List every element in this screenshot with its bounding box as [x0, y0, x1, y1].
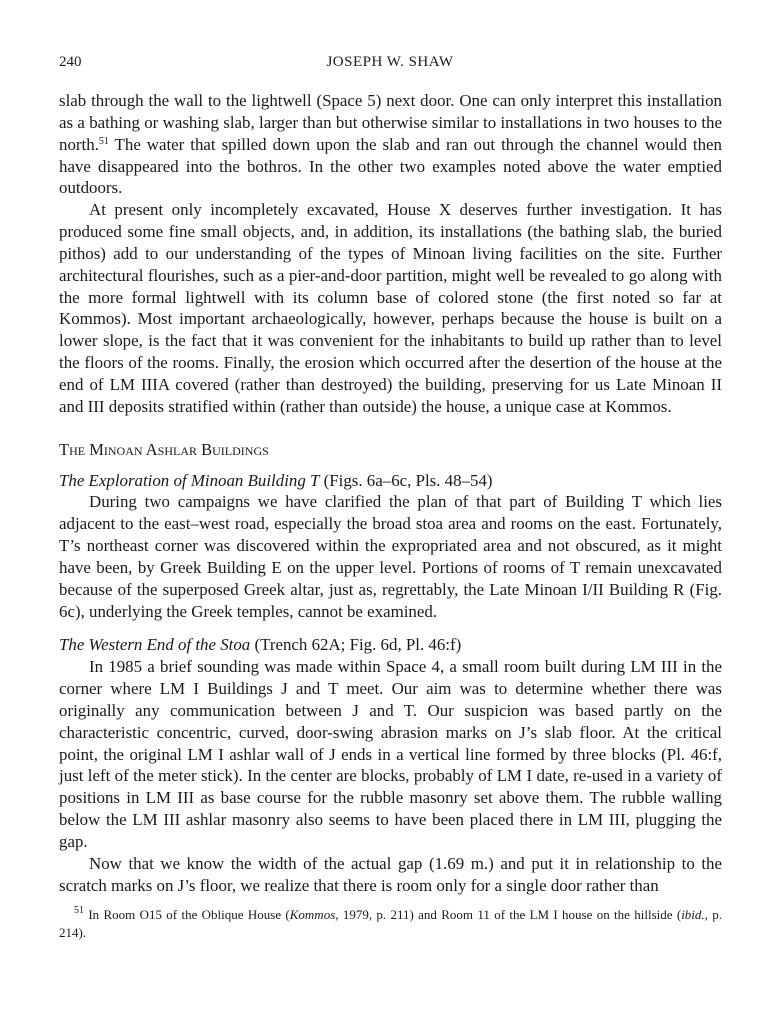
- paragraph-1: [59, 90, 722, 199]
- footnote-ref-51[interactable]: 51: [98, 135, 109, 147]
- paragraph-3: During two campaigns we have clarified the plan of that part of Building T which lies adjacent to the east–west road, especially the broad stoa area and rooms on the east. Fortunately, T’s northeast corner was discovered within the expropriated area and not obscured, as it might have been, by Greek Building E on the upper level. Portions of rooms of T remain unexcavated because of the superposed Greek altar, just as, regrettably, the Late Minoan I/II Building R (Fig. 6c), underlying the Greek temples, cannot be examined.: [59, 492, 722, 621]
- paragraph-1-text-b: The water that spilled down upon the slab and ran out through the channel would then have disappeared into the bothros. In the other two examples noted above the water emptied outdoors.: [59, 134, 722, 198]
- footnote-number: 51: [74, 905, 84, 916]
- subheading-stoa-title: The Western End of the Stoa: [59, 635, 251, 655]
- body-text: [59, 90, 722, 897]
- footnote-text-b: , 1979, p. 211) and Room 11 of the LM I house on the hillside (: [335, 907, 682, 922]
- page-number: 240: [59, 54, 82, 70]
- subheading-stoa-refs: (Trench 62A; Fig. 6d, Pl. 46:f): [250, 635, 462, 655]
- paragraph-4: In 1985 a brief sounding was made within Space 4, a small room built during LM III in the corner where LM I Buildings J and T meet. Our aim was to determine whether there was originally any communication between J and T. Our suspicion was based partly on the characteristic concentric, curved, door-swing abrasion marks on J’s slab floor. At the critical point, the original LM I ashlar wall of J ends in a vertical line formed by three blocks (Pl. 46:f, just left of the meter stick). In the center are blocks, probably of LM I date, re-used in a variety of positions in LM III as base course for the rubble masonry set above them. The rubble walling below the LM III ashlar masonry also seems to have been placed there in LM III, plugging the gap.: [59, 657, 722, 851]
- paragraph-1-text-a: slab through the wall to the lightwell (Space 5) next door. One can only interpret this installation as a bathing or washing slab, larger than but otherwise similar to installations in two houses to the north.: [59, 91, 722, 154]
- footnote-text-a: In Room O15 of the Oblique House (: [84, 907, 290, 922]
- subheading-building-t-title: The Exploration of Minoan Building T: [59, 470, 320, 490]
- footnote-text-c: , p. 214).: [59, 907, 722, 940]
- footnote-italic-kommos: Kommos: [289, 907, 336, 922]
- running-head: JOSEPH W. SHAW: [326, 54, 454, 70]
- footnote-italic-ibid: ibid.: [681, 907, 705, 922]
- paragraph-2: At present only incompletely excavated, House X deserves further investigation. It has produced some fine small objects, and, in addition, its installations (the bathing slab, the buried pithos) add to our understanding of the types of Minoan living facilities on the site. Further architectural flourishes, such as a pier-and-door partition, might well be revealed to go along with the more formal lightwell with its column base of colored stone (the first noted so far at Kommos). Most important archaeologically, however, perhaps because the house is built on a lower slope, is the fact that it was convenient for the inhabitants to build up rather than to level the floors of the rooms. Finally, the erosion which occurred after the desertion of the house at the end of LM IIIA covered (rather than destroyed) the building, preserving for us Late Minoan II and III deposits stratified within (rather than outside) the house, a unique case at Kommos.: [59, 200, 722, 416]
- paragraph-5: Now that we know the width of the actual gap (1.69 m.) and put it in relationship to the scratch marks on J’s floor, we realize that there is room only for a single door rather than: [59, 853, 722, 895]
- subheading-building-t-refs: (Figs. 6a–6c, Pls. 48–54): [319, 470, 493, 490]
- footnote-text: [59, 906, 722, 941]
- page-header: [59, 54, 721, 74]
- subheading-stoa: [59, 634, 722, 656]
- footnote-51: [59, 906, 722, 941]
- subheading-building-t: [59, 470, 722, 492]
- section-heading: The Minoan Ashlar Buildings: [59, 439, 269, 459]
